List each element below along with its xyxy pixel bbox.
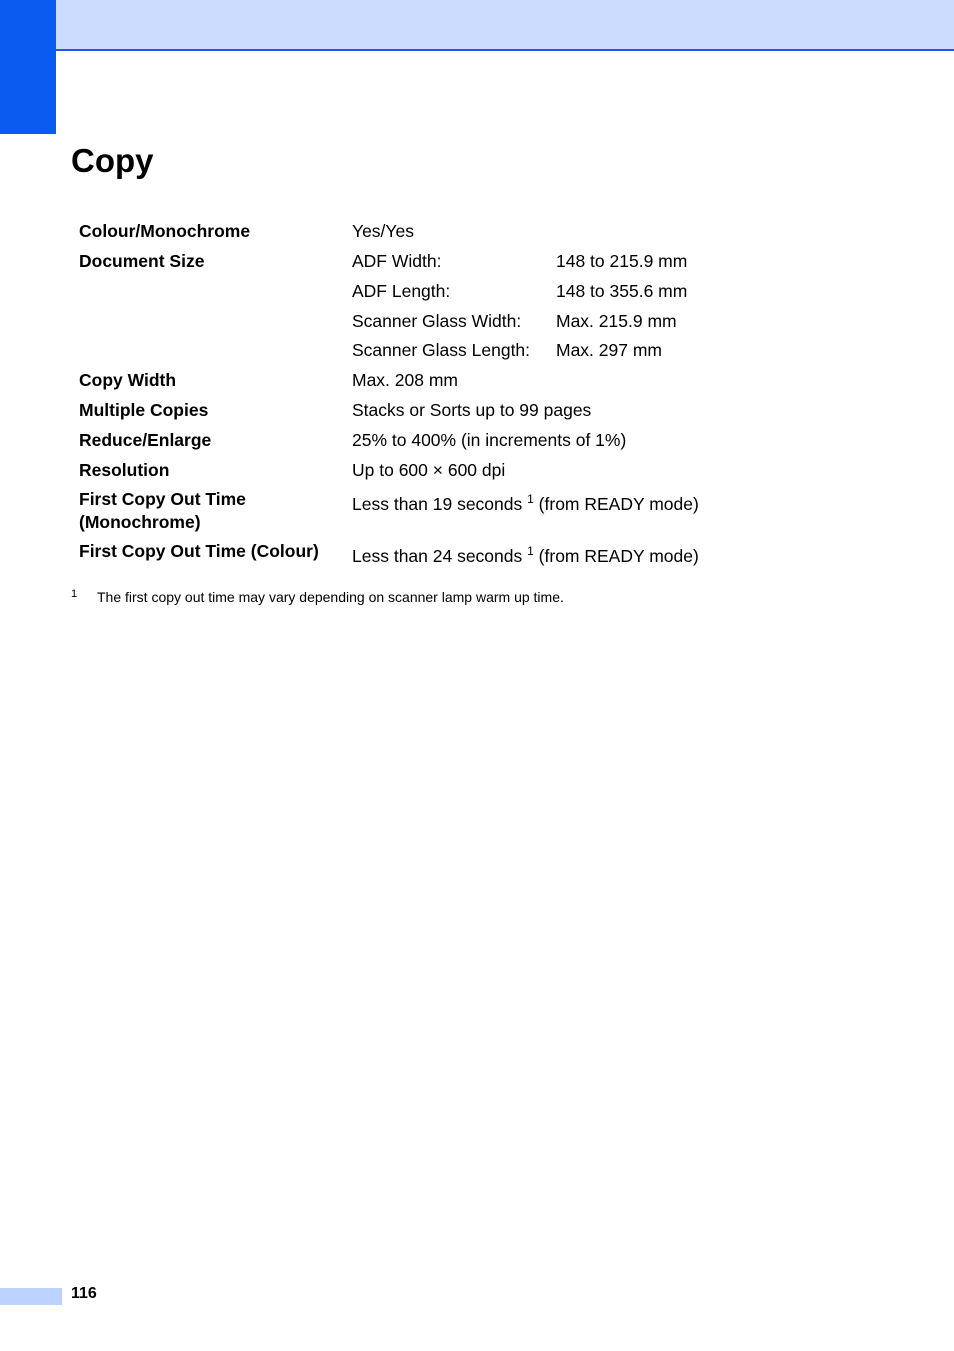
spec-value: Max. 297 mm	[556, 340, 662, 360]
footnote-ref: 1	[527, 544, 534, 558]
spec-value	[352, 493, 699, 516]
spec-value: Stacks or Sorts up to 99 pages	[352, 400, 592, 420]
footnote-text: The first copy out time may vary depending on scanner lamp warm up time.	[97, 589, 564, 605]
spec-subname: ADF Length:	[352, 281, 451, 301]
spec-label: First Copy Out Time (Colour)	[79, 541, 319, 561]
spec-value: Yes/Yes	[352, 221, 414, 241]
spec-label: Colour/Monochrome	[79, 221, 251, 241]
spec-value-text: (from READY mode)	[533, 494, 699, 514]
spec-value-text: Less than 24 seconds	[352, 546, 528, 566]
spec-label-line: (Monochrome)	[79, 512, 201, 532]
spec-value: 148 to 355.6 mm	[556, 281, 688, 301]
spec-label: Resolution	[79, 460, 170, 480]
spec-label: Reduce/Enlarge	[79, 430, 212, 450]
spec-subname: ADF Width:	[352, 251, 442, 271]
spec-value-text: Less than 19 seconds	[352, 494, 528, 514]
footnote-number: 1	[71, 588, 78, 600]
spec-label: Document Size	[79, 251, 205, 271]
footnote-ref: 1	[527, 492, 534, 506]
spec-value: Up to 600 × 600 dpi	[352, 460, 506, 480]
chapter-tab	[0, 0, 56, 134]
spec-value: 148 to 215.9 mm	[556, 251, 688, 271]
spec-subname: Scanner Glass Length:	[352, 340, 531, 360]
spec-label-line: First Copy Out Time	[79, 489, 246, 509]
spec-label: Multiple Copies	[79, 400, 209, 420]
page-title: Copy	[71, 142, 154, 179]
spec-value: Max. 208 mm	[352, 370, 458, 390]
spec-label	[79, 488, 349, 534]
spec-subname: Scanner Glass Width:	[352, 311, 522, 331]
spec-value: 25% to 400% (in increments of 1%)	[352, 430, 627, 450]
footer-band	[0, 1288, 62, 1305]
spec-value: Max. 215.9 mm	[556, 311, 677, 331]
spec-value	[352, 545, 699, 568]
page-number: 116	[71, 1285, 97, 1302]
header-band	[56, 0, 954, 51]
spec-value-text: (from READY mode)	[533, 546, 699, 566]
spec-label: Copy Width	[79, 370, 177, 390]
